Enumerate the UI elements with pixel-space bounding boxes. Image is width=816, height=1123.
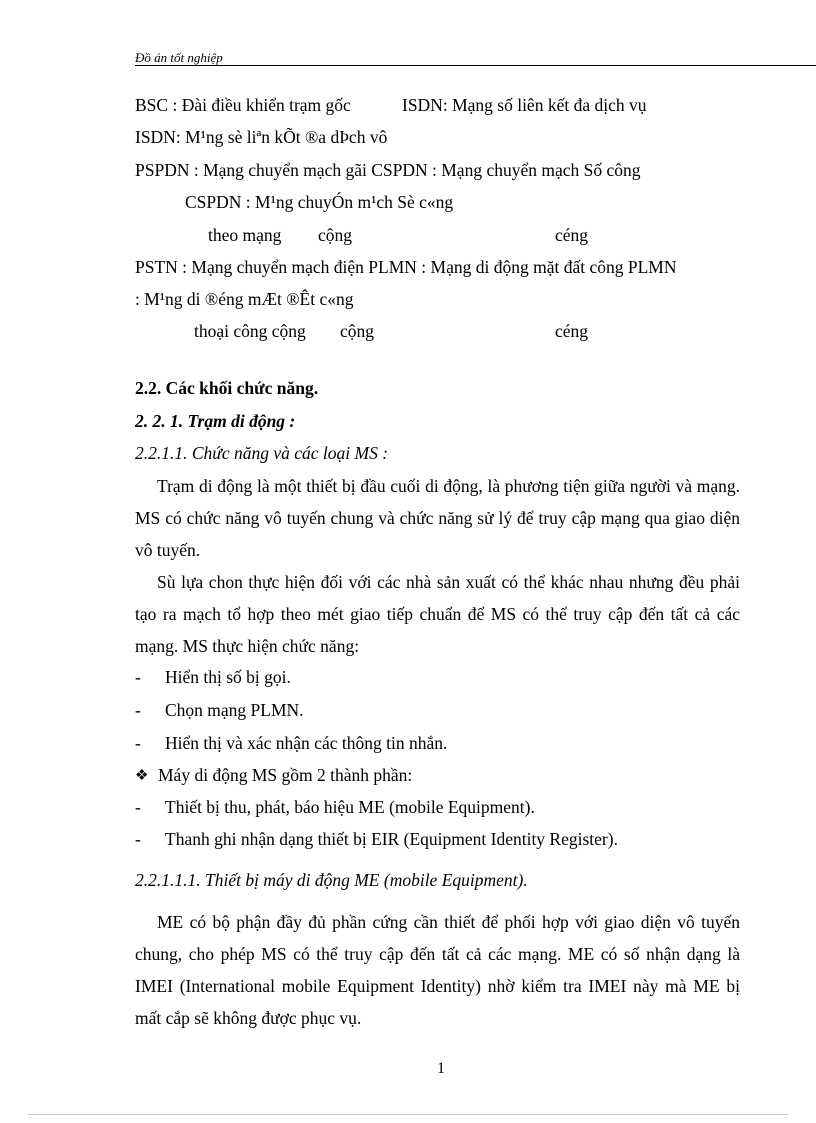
abbrev-bsc: BSC : Đài điều khiển trạm gốc [135,95,351,115]
abbrev-pspdn: PSPDN : Mạng chuyển mạch gãi CSPDN : Mạng chuyển mạch Số công [135,160,641,180]
abbrev-cont-a: theo mạng [208,225,282,245]
abbrev-cont2-c: céng [555,321,589,341]
list-item: Chọn mạng PLMN. [165,700,304,720]
section-heading-2-2-1-1-1: 2.2.1.1.1. Thiết bị máy di động ME (mobile Equipment). [135,870,528,890]
abbrev-plmn-garbled: : M¹ng di ®éng mÆt ®Êt c«ng [135,289,354,309]
paragraph-1 [135,470,740,566]
list-bullet: - [135,700,141,720]
paragraph-1-text: Trạm di động là một thiết bị đầu cuối di động, là phương tiện giữa người và mạng. MS có chức năng vô tuyến chung và chức năng sử lý để truy cập mạng qua giao diện vô tuyến. [135,476,740,560]
abbrev-cspdn-garbled: CSPDN : M¹ng chuyÓn m¹ch Sè c«ng [185,192,454,212]
paragraph-3 [135,906,740,1034]
section-heading-2-2: 2.2. Các khối chức năng. [135,378,319,398]
abbrev-isdn-garbled: ISDN: M¹ng sè liªn kÕt ®a dÞch vô [135,127,388,147]
abbrev-cont2-b: cộng [340,321,375,341]
page-number: 1 [437,1060,445,1077]
abbrev-cont-c: céng [555,225,589,245]
list-item: Thanh ghi nhận dạng thiết bị EIR (Equipment Identity Register). [165,829,618,849]
section-heading-2-2-1-1: 2.2.1.1. Chức năng và các loại MS : [135,443,389,463]
list-bullet: - [135,829,141,849]
diamond-item-text: Máy di động MS gồm 2 thành phần: [158,765,413,785]
diamond-bullet-icon: ❖ [135,768,149,784]
paragraph-2 [135,566,740,662]
list-item: Hiển thị và xác nhận các thông tin nhắn. [165,733,448,753]
abbrev-cont-b: cộng [318,225,353,245]
section-heading-2-2-1: 2. 2. 1. Trạm di động : [135,411,296,431]
list-bullet: - [135,667,141,687]
list-item: Hiển thị số bị gọi. [165,667,291,687]
header-rule [135,65,816,66]
paragraph-3-text: ME có bộ phận đầy đủ phần cứng cần thiết để phối hợp với giao diện vô tuyến chung, cho phép MS có thể truy cập đến tất cả các mạng. ME có số nhận dạng là IMEI (International mobile Equipment Identity) nhờ kiểm tra IMEI này mà ME bị mất cắp sẽ không được phục vụ. [135,912,740,1028]
paragraph-2-text: Sù lựa chon thực hiện đối với các nhà sản xuất có thể khác nhau nhưng đều phải tạo ra mạch tổ hợp theo mét giao tiếp chuẩn để MS có thể truy cập đến tất cả các mạng. MS thực hiện chức năng: [135,572,740,656]
footer-rule [28,1114,788,1115]
list-item: Thiết bị thu, phát, báo hiệu ME (mobile Equipment). [165,797,535,817]
list-bullet: - [135,733,141,753]
running-header: Đồ án tốt nghiệp [135,50,223,65]
abbrev-pstn: PSTN : Mạng chuyển mạch điện PLMN : Mạng di động mặt đất công PLMN [135,257,677,277]
abbrev-cont2-a: thoại công cộng [194,321,306,341]
list-bullet: - [135,797,141,817]
abbrev-isdn: ISDN: Mạng số liên kết đa dịch vụ [402,95,647,115]
